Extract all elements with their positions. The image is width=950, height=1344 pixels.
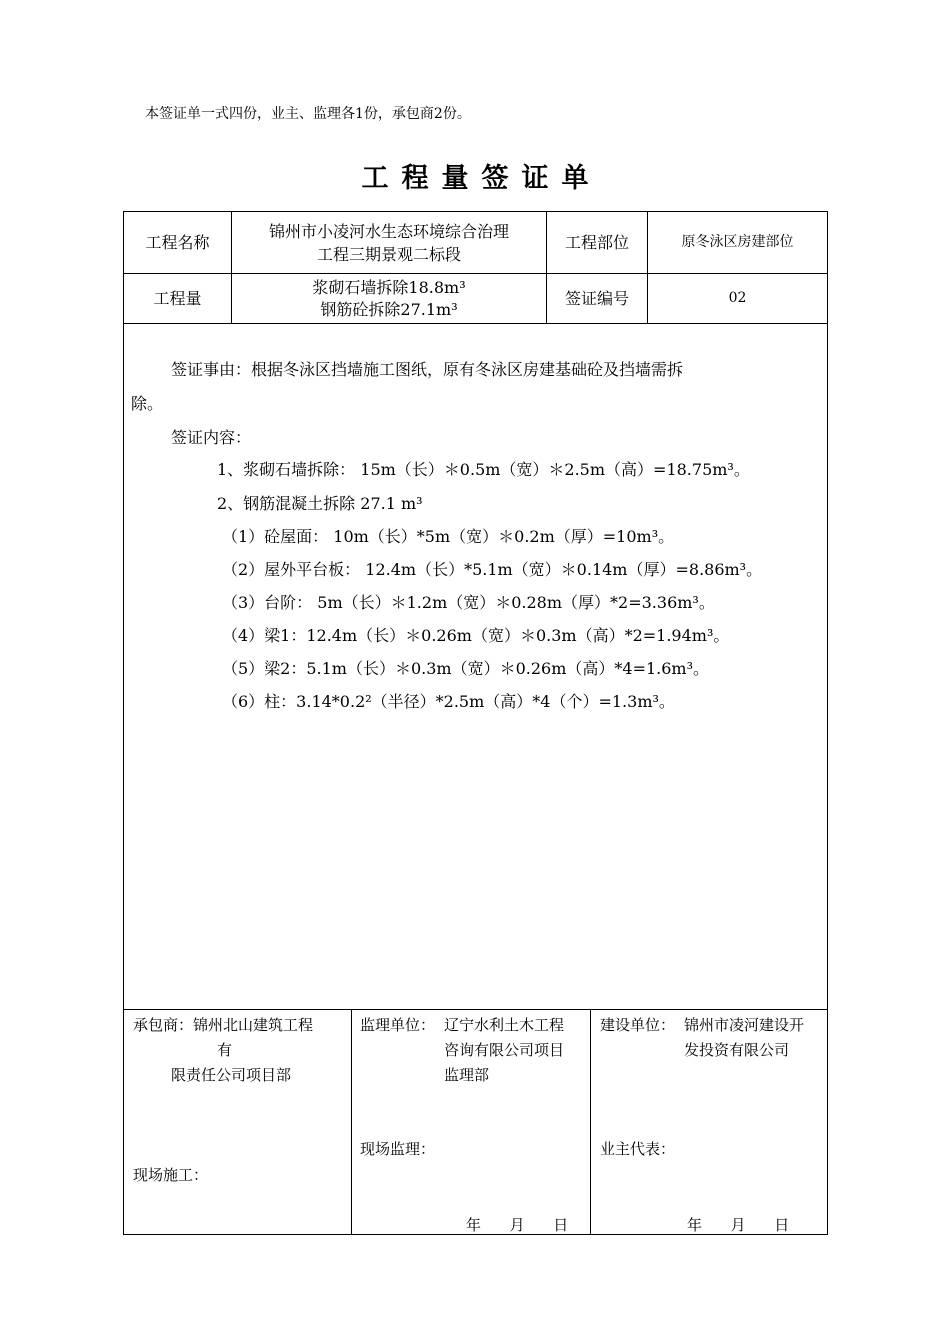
content-subitem: （3）台阶： 5m（长）＊1.2m（宽）＊0.28m（厚）*2=3.36m³。 xyxy=(222,593,715,612)
supervisor-line: 监理部 xyxy=(444,1066,490,1084)
supervisor-date: 年 月 日 xyxy=(466,1216,569,1234)
contractor-block xyxy=(133,1013,348,1088)
content-item-2: 2、钢筋混凝土拆除 27.1 m³ xyxy=(217,494,423,513)
visa-reason: 签证事由：根据冬泳区挡墙施工图纸，原有冬泳区房建基础砼及挡墙需拆 xyxy=(171,360,684,379)
supervisor-label: 监理单位： xyxy=(360,1016,436,1034)
owner-site-label: 业主代表： xyxy=(600,1140,676,1158)
project-name-line: 工程三期景观二标段 xyxy=(316,244,461,264)
content-subitem: （1）砼屋面： 10m（长）*5m（宽）＊0.2m（厚）=10m³。 xyxy=(222,527,675,546)
contractor-site-label: 现场施工： xyxy=(133,1166,209,1184)
row-divider xyxy=(124,1009,827,1010)
quantity-line: 浆砌石墙拆除18.8m³ xyxy=(312,277,466,297)
content-item-1: 1、浆砌石墙拆除： 15m（长）＊0.5m（宽）＊2.5m（高）=18.75m³。 xyxy=(217,460,750,479)
content-subitem: （6）柱：3.14*0.2²（半径）*2.5m（高）*4（个）=1.3m³。 xyxy=(222,692,675,711)
page-title: 工程量签证单 xyxy=(361,163,602,194)
certificate-number-value: 02 xyxy=(728,290,747,306)
quantity-value xyxy=(232,274,546,323)
certificate-form xyxy=(123,211,828,1235)
visa-content-heading: 签证内容： xyxy=(171,428,252,447)
project-name-line: 锦州市小凌河水生态环境综合治理 xyxy=(268,221,509,241)
content-subitem: （4）梁1：12.4m（长）＊0.26m（宽）＊0.3m（高）*2=1.94m³。 xyxy=(222,626,730,645)
content-subitem: （2）屋外平台板： 12.4m（长）*5.1m（宽）＊0.14m（厚）=8.86m³。 xyxy=(222,560,763,579)
supervisor-line: 咨询有限公司项目 xyxy=(444,1041,565,1059)
project-name-value xyxy=(232,212,546,273)
row-divider xyxy=(124,323,827,324)
visa-reason-cont: 除。 xyxy=(131,394,164,413)
col-divider xyxy=(351,1009,352,1234)
project-location-value: 原冬泳区房建部位 xyxy=(681,234,794,250)
quantity-line: 钢筋砼拆除27.1m³ xyxy=(320,299,458,319)
supervisor-site-label: 现场监理： xyxy=(360,1140,436,1158)
contractor-line: 有 xyxy=(217,1041,233,1059)
certificate-number-label: 签证编号 xyxy=(564,289,629,308)
owner-date: 年 月 日 xyxy=(687,1216,790,1234)
quantity-label: 工程量 xyxy=(153,289,202,308)
owner-line: 发投资有限公司 xyxy=(684,1041,790,1059)
copies-note: 本签证单一式四份，业主、监理各1份，承包商2份。 xyxy=(145,106,471,122)
owner-line: 锦州市凌河建设开 xyxy=(684,1016,805,1034)
contractor-line: 承包商：锦州北山建筑工程 xyxy=(133,1016,314,1034)
owner-block xyxy=(684,1013,804,1063)
owner-label: 建设单位： xyxy=(600,1016,676,1034)
project-name-label: 工程名称 xyxy=(145,233,210,252)
content-subitem: （5）梁2：5.1m（长）＊0.3m（宽）＊0.26m（高）*4=1.6m³。 xyxy=(222,659,710,678)
supervisor-line: 辽宁水利土木工程 xyxy=(444,1016,565,1034)
project-location-label: 工程部位 xyxy=(564,233,629,252)
contractor-line: 限责任公司项目部 xyxy=(171,1066,292,1084)
